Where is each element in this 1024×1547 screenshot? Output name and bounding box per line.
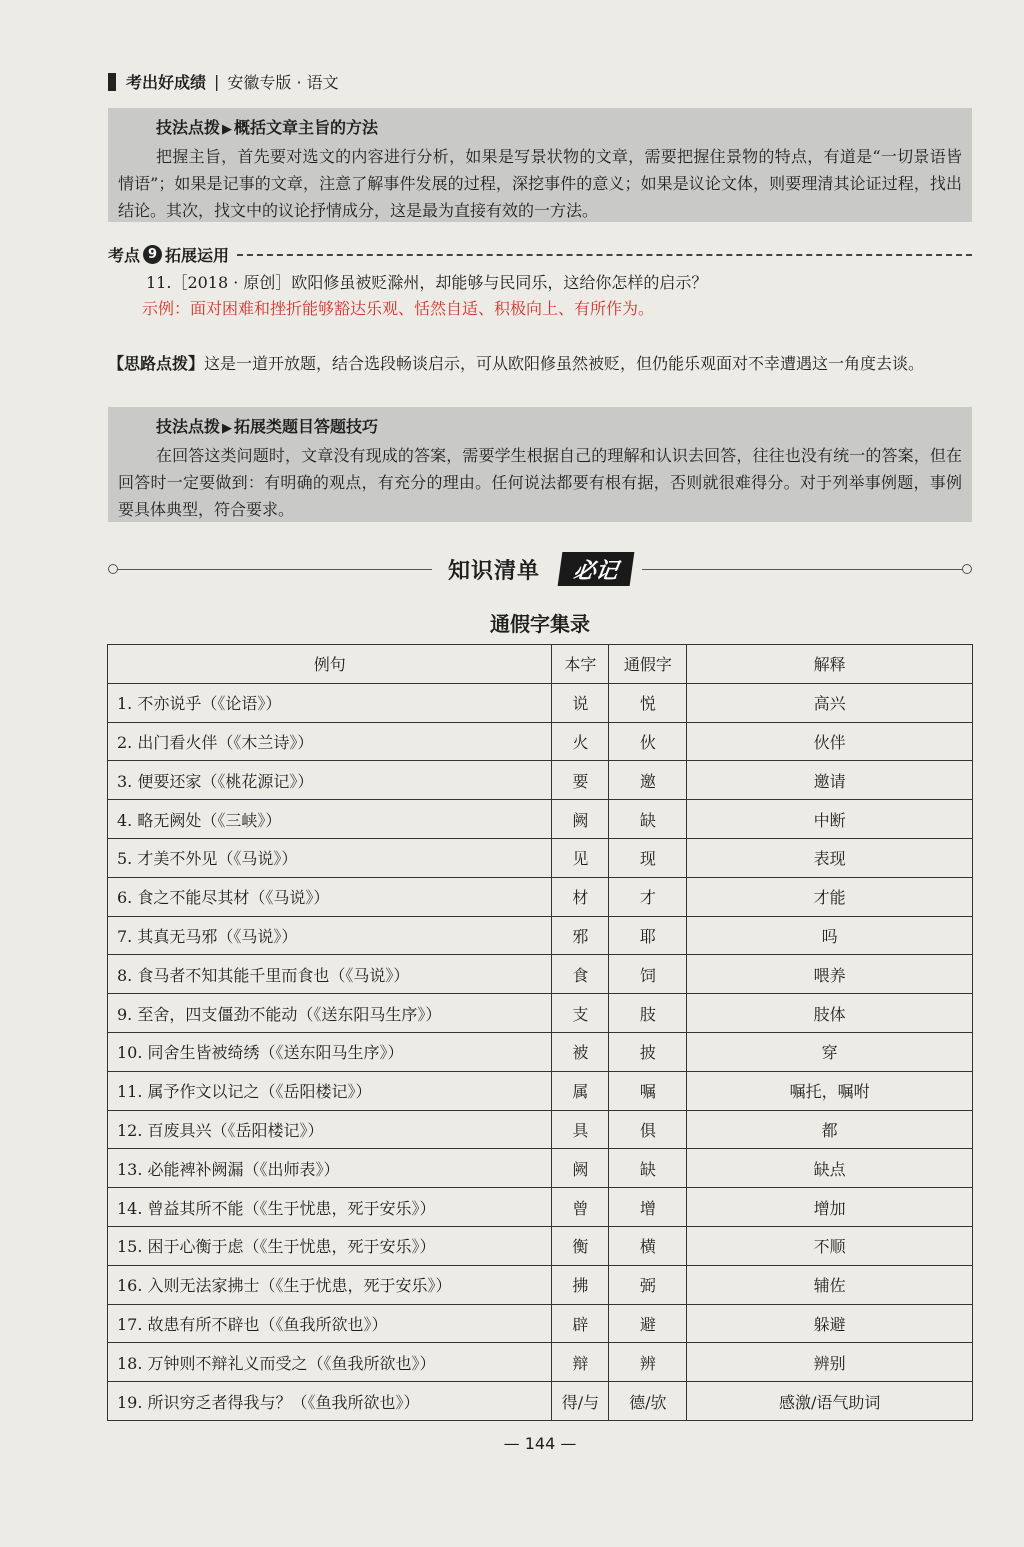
cell-meaning: 表现 [687, 838, 973, 877]
page-number: — 144 — [503, 1434, 577, 1453]
cell-sentence: 2. 出门看火伴（《木兰诗》） [108, 722, 552, 761]
cell-meaning: 高兴 [687, 683, 973, 722]
cell-sentence: 16. 入则无法家拂士（《生于忧患，死于安乐》） [108, 1265, 552, 1304]
table-row [108, 761, 973, 800]
answer-example: 示例：面对困难和挫折能够豁达乐观、恬然自适、积极向上、有所作为。 [142, 299, 655, 318]
cell-meaning: 肢体 [687, 994, 973, 1033]
kaodian-number: 9 [143, 245, 162, 264]
cell-variant: 增 [609, 1188, 687, 1227]
cell-meaning: 嘱托，嘱咐 [687, 1071, 973, 1110]
cell-original: 属 [552, 1071, 609, 1110]
cell-variant: 嘱 [609, 1071, 687, 1110]
table-row [108, 1382, 973, 1421]
method-title: 概括文章主旨的方法 [234, 118, 379, 137]
cell-variant: 才 [609, 877, 687, 916]
cell-original: 食 [552, 955, 609, 994]
cell-original: 支 [552, 994, 609, 1033]
method-label: 技法点拨 [156, 417, 221, 436]
cell-original: 曾 [552, 1188, 609, 1227]
cell-original: 具 [552, 1110, 609, 1149]
table-row [108, 1343, 973, 1382]
cell-original: 见 [552, 838, 609, 877]
cell-original: 火 [552, 722, 609, 761]
table-row [108, 800, 973, 839]
cell-meaning: 伙伴 [687, 722, 973, 761]
cell-sentence: 7. 其真无马邪（《马说》） [108, 916, 552, 955]
cell-variant: 饲 [609, 955, 687, 994]
cell-meaning: 喂养 [687, 955, 973, 994]
banner-dot-left-icon [108, 564, 118, 574]
cell-variant: 俱 [609, 1110, 687, 1149]
cell-original: 要 [552, 761, 609, 800]
cell-sentence: 12. 百废具兴（《岳阳楼记》） [108, 1110, 552, 1149]
cell-variant: 缺 [609, 1149, 687, 1188]
silu-label: 【思路点拨】 [108, 354, 205, 373]
col-header-original: 本字 [552, 645, 609, 684]
book-title: 考出好成绩 [126, 73, 207, 92]
table-row [108, 722, 973, 761]
method-box-title [118, 413, 962, 442]
table-header-row [108, 645, 973, 684]
cell-original: 邪 [552, 916, 609, 955]
cell-variant: 悦 [609, 683, 687, 722]
cell-meaning: 增加 [687, 1188, 973, 1227]
table-row [108, 1188, 973, 1227]
cell-meaning: 缺点 [687, 1149, 973, 1188]
cell-sentence: 15. 困于心衡于虑（《生于忧患，死于安乐》） [108, 1226, 552, 1265]
cell-meaning: 都 [687, 1110, 973, 1149]
cell-original: 拂 [552, 1265, 609, 1304]
cell-sentence: 4. 略无阙处（《三峡》） [108, 800, 552, 839]
tongjiazi-table [107, 644, 973, 1421]
cell-original: 辟 [552, 1304, 609, 1343]
method-title: 拓展类题目答题技巧 [234, 417, 379, 436]
table-row [108, 838, 973, 877]
table-row [108, 916, 973, 955]
cell-meaning: 吗 [687, 916, 973, 955]
col-header-sentence: 例句 [108, 645, 552, 684]
book-subtitle: 安徽专版 · 语文 [227, 73, 339, 92]
method-box-extension [108, 407, 972, 522]
header-bar-icon [108, 73, 116, 91]
table-row [108, 1110, 973, 1149]
cell-meaning: 不顺 [687, 1226, 973, 1265]
table-row [108, 1032, 973, 1071]
banner-dot-right-icon [962, 564, 972, 574]
cell-sentence: 13. 必能裨补阙漏（《出师表》） [108, 1149, 552, 1188]
cell-sentence: 14. 曾益其所不能（《生于忧患，死于安乐》） [108, 1188, 552, 1227]
col-header-meaning: 解释 [687, 645, 973, 684]
method-box-title [118, 114, 962, 143]
cell-meaning: 中断 [687, 800, 973, 839]
table-row [108, 1304, 973, 1343]
cell-sentence: 10. 同舍生皆被绮绣（《送东阳马生序》） [108, 1032, 552, 1071]
table-row [108, 1226, 973, 1265]
cell-original: 衡 [552, 1226, 609, 1265]
cell-variant: 缺 [609, 800, 687, 839]
banner-stamp: 必记 [558, 552, 635, 586]
table-title: 通假字集录 [490, 612, 590, 636]
cell-variant: 避 [609, 1304, 687, 1343]
table-row [108, 683, 973, 722]
cell-sentence: 1. 不亦说乎（《论语》） [108, 683, 552, 722]
kaodian-label: 考点 [108, 246, 141, 265]
cell-original: 被 [552, 1032, 609, 1071]
cell-original: 辩 [552, 1343, 609, 1382]
cell-meaning: 感激/语气助词 [687, 1382, 973, 1421]
dashed-divider [237, 254, 972, 256]
table-row [108, 877, 973, 916]
cell-variant: 横 [609, 1226, 687, 1265]
cell-variant: 弼 [609, 1265, 687, 1304]
cell-meaning: 躲避 [687, 1304, 973, 1343]
cell-meaning: 辨别 [687, 1343, 973, 1382]
cell-variant: 伙 [609, 722, 687, 761]
cell-original: 阙 [552, 1149, 609, 1188]
cell-meaning: 辅佐 [687, 1265, 973, 1304]
cell-meaning: 才能 [687, 877, 973, 916]
table-row [108, 1265, 973, 1304]
cell-variant: 披 [609, 1032, 687, 1071]
question-11: 11.［2018 · 原创］欧阳修虽被贬滁州，却能够与民同乐，这给你怎样的启示？ [146, 273, 708, 292]
cell-variant: 德/欤 [609, 1382, 687, 1421]
header-separator: | [214, 72, 220, 91]
method-box-text: 在回答这类问题时，文章没有现成的答案，需要学生根据自己的理解和认识去回答，往往也没有统一的答案，但在回答时一定要做到：有明确的观点，有充分的理由。任何说法都要有根有据，否则就很难得分。对于列举事例题，事例要具体典型，符合要求。 [118, 446, 962, 519]
cell-variant: 肢 [609, 994, 687, 1033]
cell-meaning: 穿 [687, 1032, 973, 1071]
cell-meaning: 邀请 [687, 761, 973, 800]
cell-sentence: 11. 属予作文以记之（《岳阳楼记》） [108, 1071, 552, 1110]
table-row [108, 1149, 973, 1188]
kaodian-heading [108, 243, 972, 266]
table-row [108, 955, 973, 994]
cell-original: 说 [552, 683, 609, 722]
cell-original: 材 [552, 877, 609, 916]
cell-sentence: 6. 食之不能尽其材（《马说》） [108, 877, 552, 916]
cell-sentence: 19. 所识穷乏者得我与？（《鱼我所欲也》） [108, 1382, 552, 1421]
running-header [108, 70, 339, 93]
cell-variant: 现 [609, 838, 687, 877]
triangle-right-icon: ▶ [222, 122, 233, 137]
triangle-right-icon: ▶ [222, 421, 233, 436]
banner-label: 知识清单 [448, 559, 541, 584]
cell-sentence: 9. 至舍，四支僵劲不能动（《送东阳马生序》） [108, 994, 552, 1033]
kaodian-title: 拓展运用 [165, 246, 230, 265]
cell-original: 阙 [552, 800, 609, 839]
table-row [108, 1071, 973, 1110]
cell-variant: 邀 [609, 761, 687, 800]
silu-tip [108, 350, 972, 377]
cell-original: 得/与 [552, 1382, 609, 1421]
silu-text: 这是一道开放题，结合选段畅谈启示，可从欧阳修虽然被贬，但仍能乐观面对不幸遭遇这一角度去谈。 [204, 354, 925, 373]
cell-sentence: 3. 便要还家（《桃花源记》） [108, 761, 552, 800]
cell-variant: 辨 [609, 1343, 687, 1382]
cell-sentence: 8. 食马者不知其能千里而食也（《马说》） [108, 955, 552, 994]
col-header-variant: 通假字 [609, 645, 687, 684]
cell-sentence: 17. 故患有所不辟也（《鱼我所欲也》） [108, 1304, 552, 1343]
cell-sentence: 18. 万钟则不辩礼义而受之（《鱼我所欲也》） [108, 1343, 552, 1382]
method-box-text: 把握主旨，首先要对选文的内容进行分析，如果是写景状物的文章，需要把握住景物的特点，有道是“一切景语皆情语”；如果是记事的文章，注意了解事件发展的过程，深挖事件的意义；如果是议论文体，则要理清其论证过程，找出结论。其次，找文中的议论抒情成分，这是最为直接有效的一方法。 [118, 147, 962, 220]
method-box-theme [108, 108, 972, 222]
cell-variant: 耶 [609, 916, 687, 955]
knowledge-banner [108, 552, 972, 588]
method-label: 技法点拨 [156, 118, 221, 137]
table-row [108, 994, 973, 1033]
cell-sentence: 5. 才美不外见（《马说》） [108, 838, 552, 877]
